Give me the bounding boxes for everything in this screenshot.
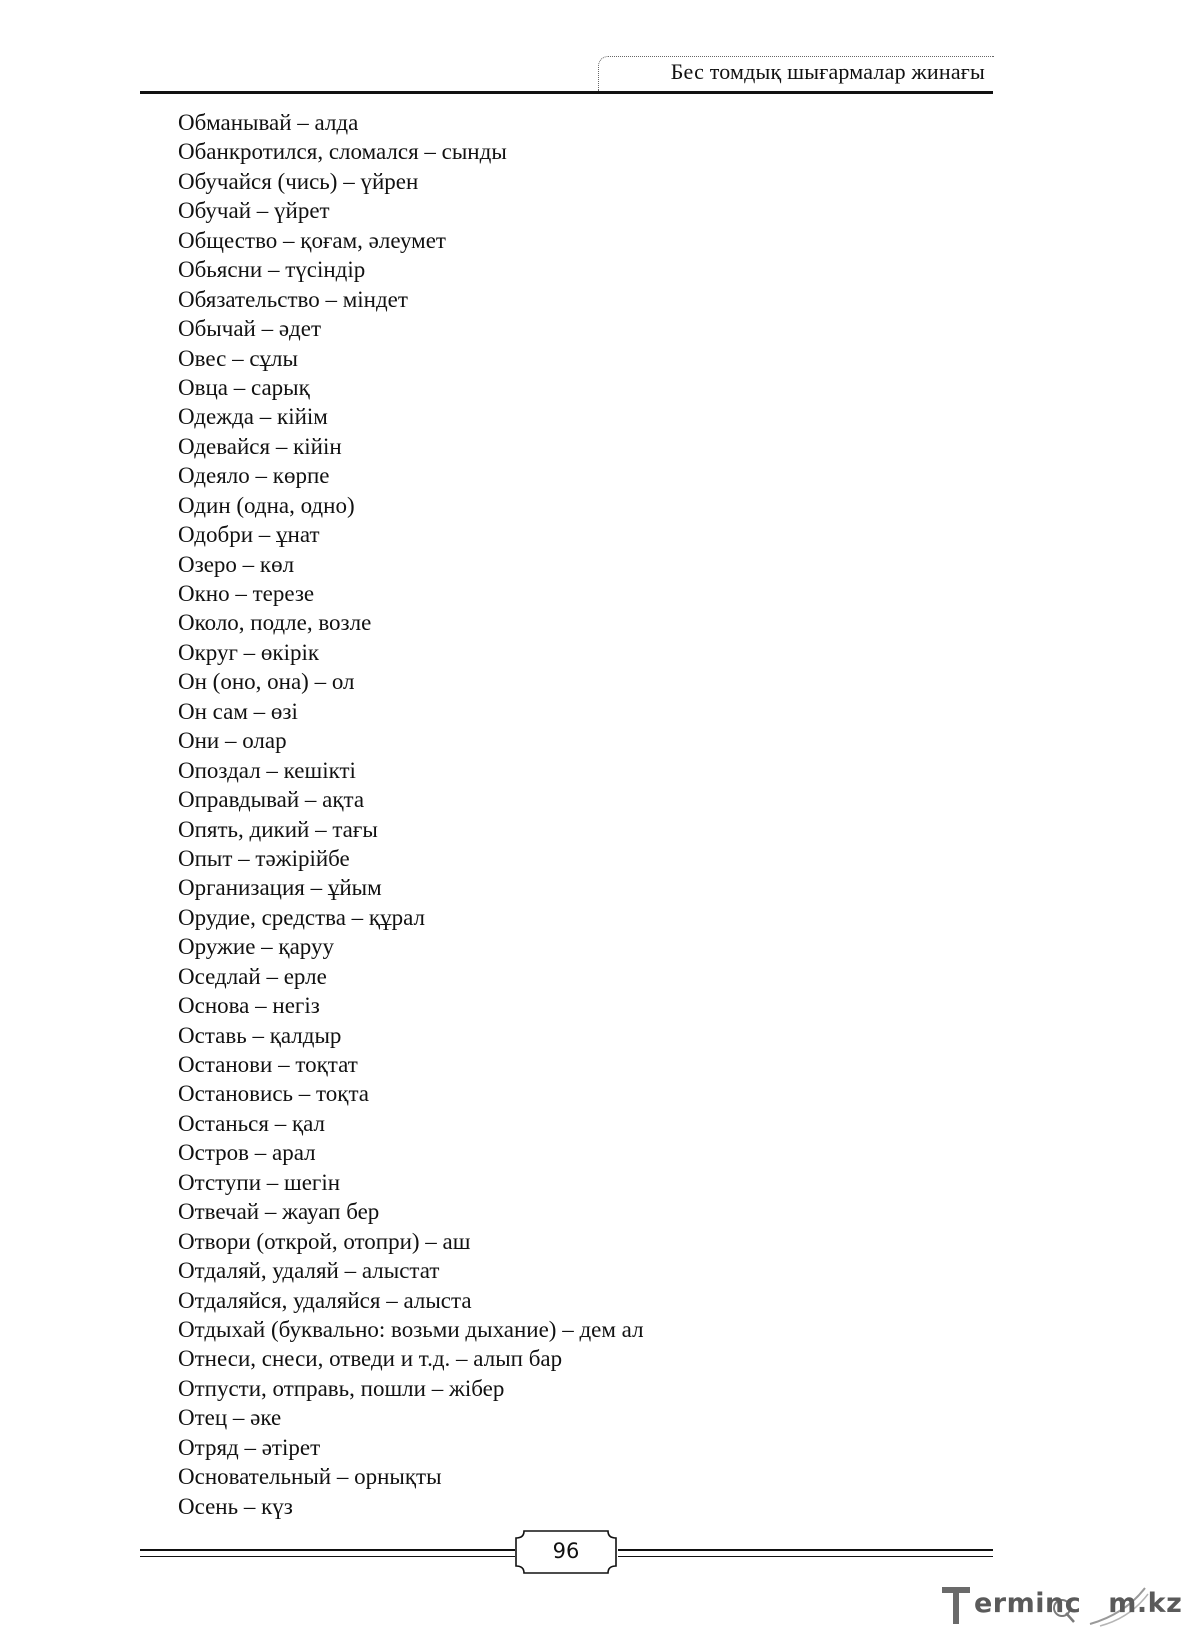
dictionary-entry: Отдаляй, удаляй – алыстат bbox=[178, 1258, 440, 1284]
dictionary-entry: Обычай – әдет bbox=[178, 316, 322, 342]
dictionary-entry: Оседлай – ерле bbox=[178, 963, 327, 989]
dictionary-entry: Общество – қоғам, әлеумет bbox=[178, 227, 446, 253]
dictionary-entry: Озеро – көл bbox=[178, 551, 295, 577]
dictionary-entry: Обязательство – міндет bbox=[178, 286, 408, 312]
dictionary-entry: Отдыхай (буквально: возьми дыхание) – дем ал bbox=[178, 1316, 644, 1342]
dictionary-entry: Основа – негіз bbox=[178, 993, 320, 1019]
dictionary-entry: Организация – ұйым bbox=[178, 875, 382, 901]
watermark-text: erminc m.kz bbox=[974, 1588, 1182, 1619]
book-title: Бес томдық шығармалар жинағы bbox=[670, 59, 985, 84]
footer-rule-right bbox=[618, 1549, 993, 1557]
dictionary-entry: Одежда – кійім bbox=[178, 404, 328, 430]
dictionary-entry: Обьясни – түсіндір bbox=[178, 257, 366, 283]
dictionary-entry: Отец – әке bbox=[178, 1405, 282, 1431]
dictionary-entry: Около, подле, возле bbox=[178, 610, 372, 636]
dictionary-entry: Окно – терезе bbox=[178, 581, 315, 606]
dictionary-entry: Оружие – қаруу bbox=[178, 934, 334, 960]
dictionary-entry: Отступи – шегін bbox=[178, 1169, 341, 1195]
dictionary-entry: Остановись – тоқта bbox=[178, 1081, 369, 1107]
dictionary-entry: Осень – күз bbox=[178, 1493, 293, 1519]
dictionary-entry: Оставь – қалдыр bbox=[178, 1022, 342, 1048]
page-footer bbox=[140, 1527, 993, 1577]
dictionary-entry: Опять, дикий – тағы bbox=[178, 816, 378, 842]
footer-rule-left bbox=[140, 1549, 515, 1557]
dictionary-entry: Овес – сұлы bbox=[178, 345, 298, 371]
dictionary-entry: Обучай – үйрет bbox=[178, 198, 330, 224]
dictionary-entry: Отвечай – жауап бер bbox=[178, 1199, 380, 1225]
dictionary-entry: Обучайся (чись) – үйрен bbox=[178, 168, 419, 194]
dictionary-entry: Опоздал – кешікті bbox=[178, 757, 356, 783]
dictionary-entry: Он сам – өзі bbox=[178, 698, 298, 724]
dictionary-entry: Опыт – тәжірійбе bbox=[178, 845, 350, 871]
dictionary-entry: Овца – сарық bbox=[178, 374, 310, 400]
dictionary-entry: Отпусти, отправь, пошли – жібер bbox=[178, 1375, 505, 1401]
dictionary-entry: Отнеси, снеси, отведи и т.д. – алып бар bbox=[178, 1346, 563, 1372]
page-number-frame bbox=[512, 1530, 620, 1574]
dictionary-entry: Отвори (открой, отопри) – аш bbox=[178, 1228, 471, 1254]
dictionary-entry: Основательный – орнықты bbox=[178, 1464, 442, 1490]
header-rule bbox=[140, 91, 993, 94]
page-number: 96 bbox=[552, 1539, 580, 1563]
dictionary-entry: Отдаляйся, удаляйся – алыста bbox=[178, 1287, 472, 1313]
dictionary-entry: Обанкротился, сломался – сынды bbox=[178, 139, 507, 165]
dictionary-entry: Они – олар bbox=[178, 728, 287, 754]
dictionary-entry: Один (одна, одно) bbox=[178, 492, 355, 518]
dictionary-entry: Округ – өкірік bbox=[178, 639, 320, 665]
dictionary-entry: Остров – арал bbox=[178, 1140, 316, 1166]
dictionary-entry: Обманывай – алда bbox=[178, 110, 359, 135]
dictionary-entry: Оправдывай – ақта bbox=[178, 787, 365, 813]
dictionary-entry: Отряд – әтірет bbox=[178, 1434, 321, 1460]
running-header bbox=[140, 54, 993, 94]
termincom-watermark-logo bbox=[940, 1584, 1182, 1630]
dictionary-entry: Одобри – ұнат bbox=[178, 522, 320, 548]
dictionary-entry: Он (оно, она) – ол bbox=[178, 669, 355, 695]
dictionary-entry: Орудие, средства – құрал bbox=[178, 904, 425, 930]
dictionary-entry-list bbox=[178, 108, 644, 1521]
dictionary-entry: Останови – тоқтат bbox=[178, 1052, 358, 1077]
dictionary-entry: Одеяло – көрпе bbox=[178, 463, 330, 489]
dictionary-entry: Останься – қал bbox=[178, 1110, 326, 1136]
dictionary-entry: Одевайся – кійін bbox=[178, 433, 342, 459]
